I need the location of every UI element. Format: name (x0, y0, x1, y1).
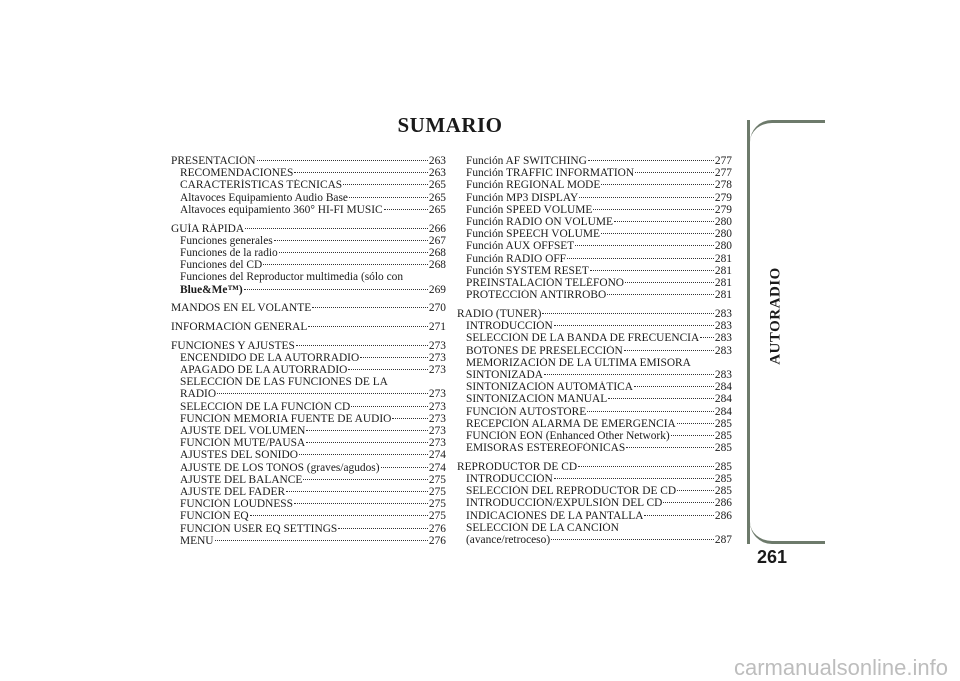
toc-dot-leader (351, 406, 428, 407)
toc-dot-leader (286, 491, 428, 492)
toc-entry (457, 179, 732, 191)
toc-entry-title: FUNCIÓN AUTOSTORE (466, 405, 587, 418)
toc-entry-title: Función MP3 DISPLAY (466, 191, 579, 204)
toc-dot-leader (244, 289, 428, 290)
toc-entry (457, 473, 732, 485)
toc-entry-title: SINTONIZACIÓN AUTOMÁTICA (466, 381, 633, 394)
toc-entry-title: Función RADIO ON VOLUME (466, 216, 613, 229)
toc-entry-title: Función SPEED VOLUME (466, 203, 593, 216)
toc-dot-leader (626, 447, 714, 448)
toc-entry-title: AJUSTES DEL SONIDO (180, 449, 298, 462)
toc-entry-title: INFORMACIÓN GENERAL (171, 320, 308, 333)
toc-dot-leader (578, 466, 714, 467)
toc-dot-leader (296, 345, 428, 346)
toc-dot-leader (677, 423, 714, 424)
toc-entry-title: FUNCIÓN LOUDNESS (180, 498, 293, 511)
toc-entry-page: 284 (714, 393, 732, 406)
toc-entry-page: 286 (714, 497, 732, 510)
toc-entry-page: 280 (714, 228, 732, 241)
toc-entry-page: 263 (428, 167, 446, 180)
toc-dot-leader (215, 540, 428, 541)
toc-entry-title: REPRODUCTOR DE CD (457, 460, 578, 473)
toc-entry-page: 283 (714, 332, 732, 345)
toc-dot-leader (303, 479, 428, 480)
toc-entry-title: Funciones generales (180, 234, 273, 247)
toc-entry-title: SELECCIÓN DE LAS FUNCIONES DE LA (180, 376, 388, 389)
toc-entry (457, 485, 732, 497)
toc-entry (171, 413, 446, 425)
toc-entry-title: Funciones del CD (180, 259, 263, 272)
toc-dot-leader (635, 172, 714, 173)
toc-entry-page: 265 (428, 203, 446, 216)
toc-entry-title: RECEPCIÓN ALARMA DE EMERGENCIA (466, 417, 676, 430)
toc-entry-title: Función TRAFFIC INFORMATION (466, 167, 635, 180)
toc-dot-leader (308, 326, 428, 327)
toc-entry-page: 285 (714, 442, 732, 455)
toc-entry-title: MEMORIZACIÓN DE LA ÚLTIMA EMISORA (466, 356, 691, 369)
toc-entry-title: Funciones de la radio (180, 246, 278, 259)
toc-entry-title: AJUSTE DEL BALANCE (180, 473, 303, 486)
toc-dot-leader (384, 209, 428, 210)
toc-entry-page: 267 (428, 234, 446, 247)
toc-entry (457, 277, 732, 289)
toc-dot-leader (625, 282, 714, 283)
toc-entry-title: PREINSTALACIÓN TELÉFONO (466, 277, 625, 290)
toc-dot-leader (360, 357, 428, 358)
toc-entry-page: 274 (428, 461, 446, 474)
toc-entry (457, 430, 732, 442)
toc-entry-title: (avance/retroceso) (466, 534, 551, 547)
toc-dot-leader (671, 435, 714, 436)
toc-entry (457, 192, 732, 204)
toc-entry-title: Función AF SWITCHING (466, 155, 587, 167)
toc-entry-title: INTRODUCCIÓN/EXPULSIÓN DEL CD (466, 497, 663, 510)
toc-dot-leader (601, 184, 714, 185)
toc-dot-leader (554, 325, 714, 326)
toc-entry (171, 364, 446, 376)
toc-entry (457, 289, 732, 301)
toc-entry (171, 510, 446, 522)
toc-entry-page: 283 (714, 307, 732, 320)
toc-entry-title: SINTONIZADA (466, 368, 543, 381)
toc-entry (171, 259, 446, 271)
toc-dot-leader (607, 294, 714, 295)
toc-entry-page: 285 (714, 429, 732, 442)
toc-entry-title: INDICACIONES DE LA PANTALLA (466, 509, 644, 522)
toc-entry-title: Función SPEECH VOLUME (466, 228, 600, 241)
toc-entry (171, 167, 446, 179)
toc-entry (171, 179, 446, 191)
toc-entry-page: 273 (428, 339, 446, 352)
toc-entry-page: 277 (714, 155, 732, 167)
toc-dot-leader (294, 172, 428, 173)
toc-entry (457, 369, 732, 381)
toc-entry (171, 474, 446, 486)
toc-entry-title: PRESENTACIÓN (171, 155, 256, 167)
toc-entry-title: Función RADIO OFF (466, 252, 566, 265)
toc-entry (457, 320, 732, 332)
toc-entry-page: 283 (714, 368, 732, 381)
toc-entry-title: GUÍA RÁPIDA (171, 222, 245, 235)
toc-entry-title: APAGADO DE LA AUTORRADIO (180, 364, 348, 377)
toc-entry (457, 265, 732, 277)
toc-entry-title: BOTONES DE PRESELECCIÓN (466, 344, 623, 357)
toc-entry-page: 280 (714, 216, 732, 229)
toc-dot-leader (381, 467, 428, 468)
toc-entry-title: FUNCIÓN USER EQ SETTINGS (180, 522, 338, 535)
toc-dot-leader (601, 233, 714, 234)
toc-entry (457, 357, 732, 369)
toc-entry (457, 228, 732, 240)
toc-dot-leader (608, 398, 714, 399)
toc-entry-title: SELECCIÓN DEL REPRODUCTOR DE CD (466, 485, 677, 498)
toc-entry-page: 275 (428, 473, 446, 486)
toc-entry (457, 381, 732, 393)
toc-dot-leader (634, 386, 714, 387)
toc-entry-title: SELECCIÓN DE LA CANCIÓN (466, 521, 619, 534)
toc-entry (171, 425, 446, 437)
toc-entry-title: SELECCIÓN DE LA FUNCIÓN CD (180, 400, 351, 413)
toc-entry-page: 284 (714, 381, 732, 394)
toc-entry-page: 273 (428, 351, 446, 364)
toc-dot-leader (250, 515, 428, 516)
toc-entry (457, 345, 732, 357)
toc-entry-title: MENU (180, 534, 214, 547)
toc-entry (171, 235, 446, 247)
toc-entry (171, 498, 446, 510)
toc-entry-page: 278 (714, 179, 732, 192)
toc-entry-page: 276 (428, 522, 446, 535)
toc-entry (171, 462, 446, 474)
page-number: 261 (757, 547, 788, 567)
toc-dot-leader (306, 430, 428, 431)
toc-dot-leader (348, 369, 428, 370)
toc-entry-page: 273 (428, 425, 446, 438)
toc-entry-title: FUNCIONES Y AJUSTES (171, 339, 295, 352)
toc-entry-page: 273 (428, 437, 446, 450)
toc-entry-title: MANDOS EN EL VOLANTE (171, 302, 312, 315)
toc-entry (171, 321, 446, 333)
toc-entry-title: SELECCIÓN DE LA BANDA DE FRECUENCIA (466, 332, 700, 345)
watermark-text: carmanualsonline.info (733, 655, 948, 680)
toc-dot-leader (217, 393, 428, 394)
toc-entry-title: SINTONIZACIÓN MANUAL (466, 393, 608, 406)
toc-entry-page: 265 (428, 191, 446, 204)
toc-entry-title: Altavoces Equipamiento Audio Base (180, 191, 348, 204)
toc-entry (171, 271, 446, 283)
toc-dot-leader (294, 503, 428, 504)
toc-entry-page: 285 (714, 473, 732, 486)
toc-entry-title: FUNCIÓN MUTE/PAUSA (180, 437, 306, 450)
toc-entry-page: 285 (714, 460, 732, 473)
toc-dot-leader (263, 264, 428, 265)
toc-entry-page: 281 (714, 277, 732, 290)
toc-entry (457, 522, 732, 534)
toc-dot-leader (306, 442, 428, 443)
toc-dot-leader (257, 160, 428, 161)
toc-entry (457, 308, 732, 320)
toc-entry (457, 155, 732, 167)
toc-entry-page: 273 (428, 412, 446, 425)
toc-entry-title: AJUSTE DEL FADER (180, 486, 286, 499)
toc-entry (457, 332, 732, 344)
toc-entry-title: FUNCIÓN MEMORIA FUENTE DE AUDIO (180, 412, 392, 425)
toc-dot-leader (274, 240, 428, 241)
toc-dot-leader (588, 160, 714, 161)
toc-entry (457, 216, 732, 228)
toc-entry-page: 283 (714, 320, 732, 333)
toc-entry-title: EMISORAS ESTEREOFÓNICAS (466, 442, 626, 455)
toc-entry-title: Funciones del Reproductor multimedia (sólo con (180, 271, 404, 284)
toc-entry (457, 253, 732, 265)
toc-dot-leader (644, 515, 713, 516)
page-title: SUMARIO (397, 113, 503, 137)
toc-entry (171, 486, 446, 498)
toc-dot-leader (343, 184, 428, 185)
toc-entry-page: 279 (714, 191, 732, 204)
toc-entry-page: 279 (714, 203, 732, 216)
toc-dot-leader (245, 228, 428, 229)
section-tab (747, 120, 825, 544)
toc-dot-leader (587, 411, 714, 412)
toc-entry (457, 461, 732, 473)
toc-dot-leader (663, 502, 714, 503)
toc-entry-page: 281 (714, 289, 732, 302)
toc-entry (171, 340, 446, 352)
toc-entry (171, 352, 446, 364)
toc-entry-title: Función SYSTEM RESET (466, 264, 589, 277)
toc-entry-page: 273 (428, 388, 446, 401)
toc-entry-title: RADIO (TUNER) (457, 307, 542, 320)
toc-entry-title: FUNCIÓN EON (Enhanced Other Network) (466, 429, 670, 442)
toc-dot-leader (551, 539, 714, 540)
toc-entry-page: 285 (714, 485, 732, 498)
toc-entry-page: 281 (714, 264, 732, 277)
toc-entry-title: AJUSTE DE LOS TONOS (graves/agudos) (180, 461, 380, 474)
toc-entry-title: RADIO (180, 388, 217, 401)
toc-entry (457, 167, 732, 179)
toc-dot-leader (590, 270, 714, 271)
toc-dot-leader (542, 313, 713, 314)
toc-entry-title: FUNCIÓN EQ (180, 510, 249, 523)
toc-entry-page: 286 (714, 509, 732, 522)
toc-entry-page: 274 (428, 449, 446, 462)
toc-entry-title: Función AUX OFFSET (466, 240, 575, 253)
toc-entry-title: Función REGIONAL MODE (466, 179, 601, 192)
toc-dot-leader (614, 221, 714, 222)
toc-entry (171, 284, 446, 296)
toc-entry (171, 401, 446, 413)
toc-dot-leader (624, 350, 714, 351)
toc-dot-leader (700, 337, 714, 338)
toc-dot-leader (312, 307, 428, 308)
toc-dot-leader (349, 197, 428, 198)
toc-entry-page: 275 (428, 498, 446, 511)
toc-entry-title: INTRODUCCIÓN (466, 320, 553, 333)
toc-entry-title: Blue&Me™) (180, 283, 243, 296)
toc-entry-page: 273 (428, 400, 446, 413)
toc-entry-title: AJUSTE DEL VOLUMEN (180, 425, 306, 438)
toc-dot-leader (299, 454, 428, 455)
toc-entry-title: PROTECCIÓN ANTIRROBO (466, 289, 607, 302)
toc-entry-page: 275 (428, 510, 446, 523)
toc-entry (171, 523, 446, 535)
toc-entry (171, 388, 446, 400)
toc-entry (457, 497, 732, 509)
toc-entry-title: RECOMENDACIONES (180, 167, 294, 180)
toc-entry (457, 240, 732, 252)
toc-dot-leader (575, 245, 714, 246)
toc-entry-page: 269 (428, 283, 446, 296)
toc-entry-page: 271 (428, 320, 446, 333)
toc-entry-page: 270 (428, 302, 446, 315)
toc-dot-leader (392, 418, 428, 419)
toc-entry-page: 266 (428, 222, 446, 235)
toc-entry-page: 263 (428, 155, 446, 167)
toc-entry-title: INTRODUCCIÓN (466, 473, 553, 486)
toc-entry (457, 204, 732, 216)
toc-entry (171, 376, 446, 388)
toc-entry (457, 510, 732, 522)
toc-entry-page: 268 (428, 259, 446, 272)
toc-entry-page: 287 (714, 534, 732, 547)
toc-entry-page: 265 (428, 179, 446, 192)
toc-dot-leader (544, 374, 714, 375)
toc-dot-leader (579, 197, 714, 198)
toc-left-column (171, 155, 446, 547)
toc-dot-leader (279, 252, 428, 253)
toc-entry-page: 281 (714, 252, 732, 265)
toc-dot-leader (677, 490, 714, 491)
toc-entry-page: 268 (428, 246, 446, 259)
toc-right-column (457, 155, 732, 546)
toc-entry (457, 442, 732, 454)
toc-dot-leader (593, 209, 714, 210)
toc-entry-page: 277 (714, 167, 732, 180)
toc-entry (171, 247, 446, 259)
toc-entry-page: 276 (428, 534, 446, 547)
toc-entry (457, 418, 732, 430)
toc-entry (171, 535, 446, 547)
toc-entry-page: 283 (714, 344, 732, 357)
section-tab-text: AUTORADIO (767, 267, 784, 365)
toc-dot-leader (338, 528, 428, 529)
toc-entry (457, 393, 732, 405)
toc-entry (171, 449, 446, 461)
toc-entry-title: Altavoces equipamiento 360° HI-FI MUSIC (180, 203, 383, 216)
toc-entry-title: ENCENDIDO DE LA AUTORRADIO (180, 351, 360, 364)
toc-entry-page: 280 (714, 240, 732, 253)
toc-entry-page: 285 (714, 417, 732, 430)
toc-entry-title: CARACTERÍSTICAS TÉCNICAS (180, 179, 343, 192)
toc-entry (171, 437, 446, 449)
toc-entry (171, 204, 446, 216)
toc-entry-page: 275 (428, 486, 446, 499)
toc-entry (457, 534, 732, 546)
toc-entry-page: 273 (428, 364, 446, 377)
toc-entry (171, 223, 446, 235)
toc-dot-leader (567, 258, 714, 259)
toc-entry (171, 302, 446, 314)
toc-entry (171, 192, 446, 204)
toc-dot-leader (554, 478, 714, 479)
toc-entry (171, 155, 446, 167)
toc-entry (457, 406, 732, 418)
toc-entry-page: 284 (714, 405, 732, 418)
